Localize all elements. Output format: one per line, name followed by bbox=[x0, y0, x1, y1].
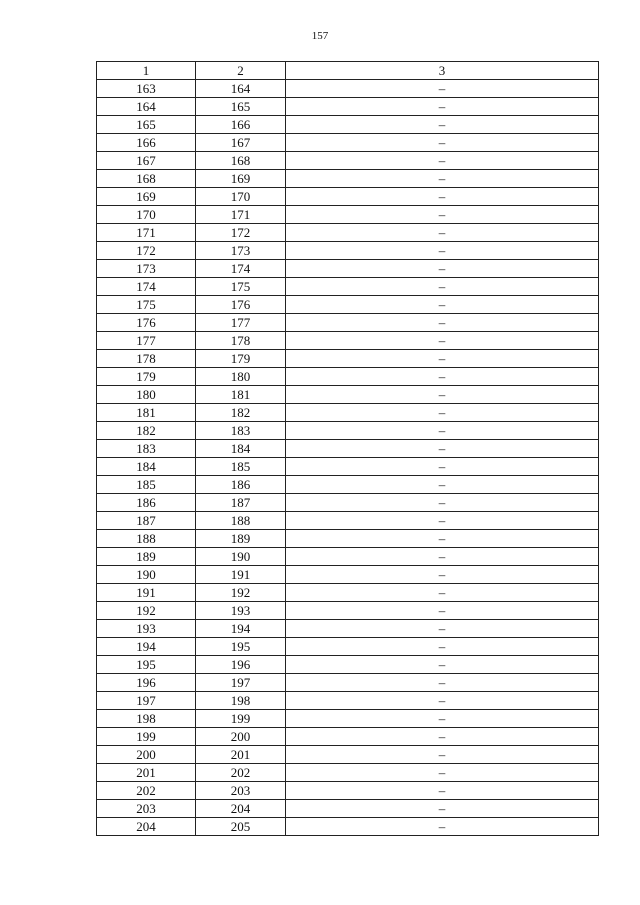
table-cell-col-1: 180 bbox=[97, 386, 196, 404]
table-cell-col-1: 204 bbox=[97, 818, 196, 836]
table-row bbox=[97, 530, 599, 548]
table-cell-col-2: 168 bbox=[196, 152, 286, 170]
table-cell-col-3: – bbox=[286, 566, 599, 584]
table-cell-col-1: 172 bbox=[97, 242, 196, 260]
table-cell-col-3: – bbox=[286, 512, 599, 530]
table-cell-col-3: – bbox=[286, 692, 599, 710]
table-cell-col-3: – bbox=[286, 746, 599, 764]
table-cell-col-2: 188 bbox=[196, 512, 286, 530]
table-cell-col-3: – bbox=[286, 440, 599, 458]
table-cell-col-1: 193 bbox=[97, 620, 196, 638]
header-row bbox=[97, 62, 599, 80]
table-row bbox=[97, 440, 599, 458]
table-row bbox=[97, 818, 599, 836]
table-cell-col-3: – bbox=[286, 800, 599, 818]
table-cell-col-3: – bbox=[286, 368, 599, 386]
table-cell-col-1: 185 bbox=[97, 476, 196, 494]
table-cell-col-1: 182 bbox=[97, 422, 196, 440]
table-row bbox=[97, 638, 599, 656]
table-cell-col-3: – bbox=[286, 584, 599, 602]
table-row bbox=[97, 476, 599, 494]
column-header-1: 1 bbox=[97, 62, 196, 80]
table-cell-col-1: 184 bbox=[97, 458, 196, 476]
table-cell-col-1: 197 bbox=[97, 692, 196, 710]
table-cell-col-1: 194 bbox=[97, 638, 196, 656]
table-cell-col-1: 165 bbox=[97, 116, 196, 134]
table-cell-col-2: 190 bbox=[196, 548, 286, 566]
table-cell-col-3: – bbox=[286, 458, 599, 476]
table-cell-col-2: 205 bbox=[196, 818, 286, 836]
table-cell-col-1: 196 bbox=[97, 674, 196, 692]
table-row bbox=[97, 764, 599, 782]
table-row bbox=[97, 98, 599, 116]
table-cell-col-3: – bbox=[286, 728, 599, 746]
table-cell-col-1: 166 bbox=[97, 134, 196, 152]
table-cell-col-1: 191 bbox=[97, 584, 196, 602]
table-cell-col-3: – bbox=[286, 764, 599, 782]
table-cell-col-1: 179 bbox=[97, 368, 196, 386]
table-cell-col-3: – bbox=[286, 602, 599, 620]
table-cell-col-3: – bbox=[286, 476, 599, 494]
table-cell-col-2: 182 bbox=[196, 404, 286, 422]
table-cell-col-2: 203 bbox=[196, 782, 286, 800]
table-cell-col-1: 199 bbox=[97, 728, 196, 746]
table-row bbox=[97, 512, 599, 530]
table-cell-col-2: 176 bbox=[196, 296, 286, 314]
table-cell-col-3: – bbox=[286, 710, 599, 728]
table-cell-col-1: 181 bbox=[97, 404, 196, 422]
table-row bbox=[97, 224, 599, 242]
table-cell-col-3: – bbox=[286, 818, 599, 836]
table-cell-col-1: 171 bbox=[97, 224, 196, 242]
table-row bbox=[97, 206, 599, 224]
table-row bbox=[97, 260, 599, 278]
table-cell-col-2: 170 bbox=[196, 188, 286, 206]
table-cell-col-3: – bbox=[286, 620, 599, 638]
table-row bbox=[97, 170, 599, 188]
table-cell-col-2: 187 bbox=[196, 494, 286, 512]
table-cell-col-2: 181 bbox=[196, 386, 286, 404]
table-cell-col-2: 195 bbox=[196, 638, 286, 656]
table-cell-col-1: 175 bbox=[97, 296, 196, 314]
table-cell-col-2: 177 bbox=[196, 314, 286, 332]
table-row bbox=[97, 800, 599, 818]
table-row bbox=[97, 548, 599, 566]
table-row bbox=[97, 314, 599, 332]
table-cell-col-2: 169 bbox=[196, 170, 286, 188]
table-row bbox=[97, 656, 599, 674]
table-cell-col-2: 189 bbox=[196, 530, 286, 548]
table-row bbox=[97, 494, 599, 512]
table-cell-col-2: 200 bbox=[196, 728, 286, 746]
table-cell-col-3: – bbox=[286, 404, 599, 422]
table-cell-col-3: – bbox=[286, 296, 599, 314]
table-row bbox=[97, 728, 599, 746]
table-row bbox=[97, 746, 599, 764]
table-row bbox=[97, 368, 599, 386]
table-cell-col-1: 188 bbox=[97, 530, 196, 548]
table-cell-col-1: 189 bbox=[97, 548, 196, 566]
table-row bbox=[97, 566, 599, 584]
table-cell-col-1: 163 bbox=[97, 80, 196, 98]
table-cell-col-2: 186 bbox=[196, 476, 286, 494]
table-row bbox=[97, 674, 599, 692]
table-cell-col-2: 166 bbox=[196, 116, 286, 134]
table-cell-col-2: 199 bbox=[196, 710, 286, 728]
table-cell-col-2: 197 bbox=[196, 674, 286, 692]
table-row bbox=[97, 620, 599, 638]
table-row bbox=[97, 152, 599, 170]
table-cell-col-3: – bbox=[286, 332, 599, 350]
table-cell-col-2: 180 bbox=[196, 368, 286, 386]
table-cell-col-3: – bbox=[286, 674, 599, 692]
table-cell-col-1: 198 bbox=[97, 710, 196, 728]
table-cell-col-3: – bbox=[286, 530, 599, 548]
table-cell-col-3: – bbox=[286, 638, 599, 656]
table-row bbox=[97, 404, 599, 422]
table-cell-col-3: – bbox=[286, 224, 599, 242]
table-cell-col-2: 183 bbox=[196, 422, 286, 440]
page-number: 157 bbox=[311, 30, 329, 42]
table-cell-col-2: 204 bbox=[196, 800, 286, 818]
table-cell-col-1: 170 bbox=[97, 206, 196, 224]
table-cell-col-3: – bbox=[286, 242, 599, 260]
table-body bbox=[97, 80, 599, 836]
table-cell-col-3: – bbox=[286, 494, 599, 512]
table-cell-col-2: 172 bbox=[196, 224, 286, 242]
table-cell-col-1: 186 bbox=[97, 494, 196, 512]
table-row bbox=[97, 602, 599, 620]
table-cell-col-2: 191 bbox=[196, 566, 286, 584]
table-cell-col-3: – bbox=[286, 134, 599, 152]
table-cell-col-1: 177 bbox=[97, 332, 196, 350]
table-cell-col-2: 175 bbox=[196, 278, 286, 296]
table-cell-col-3: – bbox=[286, 278, 599, 296]
table-cell-col-1: 195 bbox=[97, 656, 196, 674]
table-cell-col-2: 196 bbox=[196, 656, 286, 674]
table-cell-col-1: 178 bbox=[97, 350, 196, 368]
table-cell-col-1: 190 bbox=[97, 566, 196, 584]
table-cell-col-3: – bbox=[286, 98, 599, 116]
table-cell-col-1: 168 bbox=[97, 170, 196, 188]
table-row bbox=[97, 80, 599, 98]
table-cell-col-2: 174 bbox=[196, 260, 286, 278]
table-row bbox=[97, 458, 599, 476]
table-cell-col-3: – bbox=[286, 188, 599, 206]
table-cell-col-2: 167 bbox=[196, 134, 286, 152]
table-cell-col-2: 164 bbox=[196, 80, 286, 98]
table-cell-col-3: – bbox=[286, 548, 599, 566]
table-cell-col-3: – bbox=[286, 314, 599, 332]
table-cell-col-3: – bbox=[286, 422, 599, 440]
table-cell-col-3: – bbox=[286, 116, 599, 134]
table-cell-col-1: 164 bbox=[97, 98, 196, 116]
table-cell-col-3: – bbox=[286, 152, 599, 170]
table-row bbox=[97, 278, 599, 296]
table-header bbox=[97, 62, 599, 80]
table-row bbox=[97, 782, 599, 800]
table-cell-col-3: – bbox=[286, 656, 599, 674]
table-row bbox=[97, 584, 599, 602]
table-cell-col-3: – bbox=[286, 260, 599, 278]
table-cell-col-2: 179 bbox=[196, 350, 286, 368]
table-cell-col-1: 187 bbox=[97, 512, 196, 530]
table-cell-col-1: 183 bbox=[97, 440, 196, 458]
table-cell-col-1: 201 bbox=[97, 764, 196, 782]
table-row bbox=[97, 332, 599, 350]
table-row bbox=[97, 692, 599, 710]
table-cell-col-3: – bbox=[286, 206, 599, 224]
table-cell-col-2: 165 bbox=[196, 98, 286, 116]
table-row bbox=[97, 422, 599, 440]
table-cell-col-1: 202 bbox=[97, 782, 196, 800]
column-header-2: 2 bbox=[196, 62, 286, 80]
table-cell-col-2: 192 bbox=[196, 584, 286, 602]
table-cell-col-1: 167 bbox=[97, 152, 196, 170]
table-cell-col-1: 200 bbox=[97, 746, 196, 764]
table-cell-col-3: – bbox=[286, 80, 599, 98]
table-cell-col-2: 173 bbox=[196, 242, 286, 260]
table-cell-col-1: 169 bbox=[97, 188, 196, 206]
table-cell-col-2: 184 bbox=[196, 440, 286, 458]
column-header-3: 3 bbox=[286, 62, 599, 80]
table-cell-col-3: – bbox=[286, 170, 599, 188]
table-cell-col-1: 174 bbox=[97, 278, 196, 296]
table-cell-col-3: – bbox=[286, 782, 599, 800]
table-cell-col-1: 173 bbox=[97, 260, 196, 278]
table-cell-col-2: 171 bbox=[196, 206, 286, 224]
table-cell-col-3: – bbox=[286, 350, 599, 368]
table-row bbox=[97, 386, 599, 404]
table-row bbox=[97, 350, 599, 368]
table-cell-col-3: – bbox=[286, 386, 599, 404]
table-cell-col-2: 198 bbox=[196, 692, 286, 710]
table-row bbox=[97, 134, 599, 152]
data-table bbox=[96, 61, 599, 836]
table-row bbox=[97, 116, 599, 134]
table-cell-col-2: 194 bbox=[196, 620, 286, 638]
table-row bbox=[97, 242, 599, 260]
table-cell-col-1: 192 bbox=[97, 602, 196, 620]
table-cell-col-2: 178 bbox=[196, 332, 286, 350]
table-cell-col-2: 201 bbox=[196, 746, 286, 764]
table-cell-col-2: 202 bbox=[196, 764, 286, 782]
table-cell-col-2: 193 bbox=[196, 602, 286, 620]
table-row bbox=[97, 296, 599, 314]
table-cell-col-2: 185 bbox=[196, 458, 286, 476]
table-cell-col-1: 176 bbox=[97, 314, 196, 332]
table-row bbox=[97, 188, 599, 206]
table-row bbox=[97, 710, 599, 728]
table-cell-col-1: 203 bbox=[97, 800, 196, 818]
